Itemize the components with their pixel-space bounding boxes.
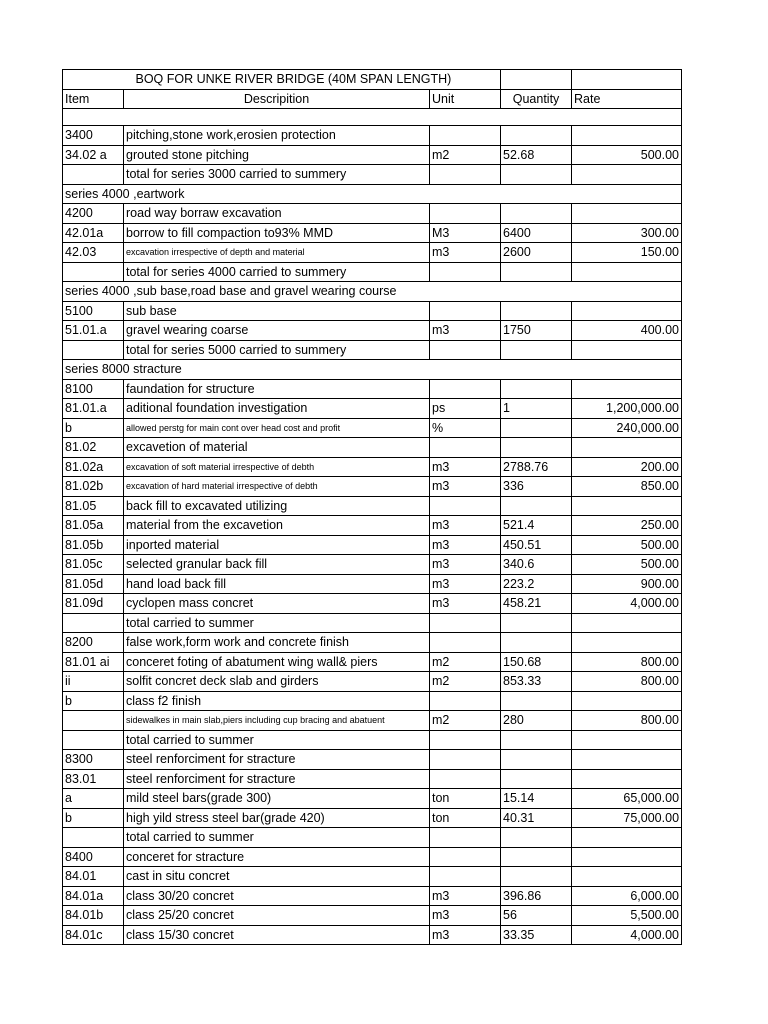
quantity-cell[interactable]: 336 <box>501 477 572 497</box>
unit-cell[interactable]: m2 <box>430 145 501 165</box>
item-cell[interactable]: b <box>63 808 124 828</box>
item-cell[interactable]: 84.01b <box>63 906 124 926</box>
table-row <box>63 243 682 263</box>
rate-cell[interactable]: 500.00 <box>572 555 682 575</box>
table-row <box>63 925 682 945</box>
quantity-cell[interactable]: 56 <box>501 906 572 926</box>
quantity-cell[interactable]: 52.68 <box>501 145 572 165</box>
total-row <box>63 828 682 848</box>
rate-cell[interactable] <box>572 496 682 516</box>
item-cell[interactable]: 42.03 <box>63 243 124 263</box>
quantity-cell[interactable]: 280 <box>501 711 572 731</box>
table-row <box>63 301 682 321</box>
title-row <box>63 70 682 90</box>
quantity-cell[interactable] <box>501 496 572 516</box>
unit-cell[interactable] <box>430 496 501 516</box>
unit-cell[interactable]: m3 <box>430 906 501 926</box>
quantity-cell[interactable] <box>501 769 572 789</box>
item-cell[interactable] <box>63 262 124 282</box>
table-row <box>63 126 682 146</box>
unit-cell[interactable] <box>430 438 501 458</box>
description-cell[interactable]: excavation of soft material irrespective of debth <box>124 457 430 477</box>
table-row <box>63 574 682 594</box>
item-cell[interactable]: 8200 <box>63 633 124 653</box>
rate-cell[interactable] <box>572 613 682 633</box>
unit-cell[interactable] <box>430 633 501 653</box>
quantity-cell[interactable] <box>501 262 572 282</box>
description-cell[interactable]: hand load back fill <box>124 574 430 594</box>
item-cell[interactable] <box>63 711 124 731</box>
rate-cell[interactable] <box>572 691 682 711</box>
table-row <box>63 672 682 692</box>
table-row <box>63 379 682 399</box>
quantity-cell[interactable]: 15.14 <box>501 789 572 809</box>
unit-cell[interactable]: m3 <box>430 886 501 906</box>
quantity-cell[interactable] <box>501 301 572 321</box>
quantity-cell[interactable] <box>501 165 572 185</box>
item-cell[interactable]: 51.01.a <box>63 321 124 341</box>
description-cell[interactable]: back fill to excavated utilizing <box>124 496 430 516</box>
item-cell[interactable]: 83.01 <box>63 769 124 789</box>
item-cell[interactable]: 4200 <box>63 204 124 224</box>
title-quantity-cell[interactable] <box>501 70 572 90</box>
item-cell[interactable]: 5100 <box>63 301 124 321</box>
table-row <box>63 438 682 458</box>
rate-cell[interactable]: 500.00 <box>572 535 682 555</box>
rate-cell[interactable] <box>572 262 682 282</box>
unit-cell[interactable]: ton <box>430 808 501 828</box>
item-cell[interactable]: 81.01.a <box>63 399 124 419</box>
table-row <box>63 496 682 516</box>
quantity-cell[interactable] <box>501 847 572 867</box>
item-cell[interactable] <box>63 613 124 633</box>
table-row <box>63 223 682 243</box>
unit-cell[interactable] <box>430 769 501 789</box>
rate-cell[interactable]: 1,200,000.00 <box>572 399 682 419</box>
unit-cell[interactable] <box>430 340 501 360</box>
unit-cell[interactable] <box>430 165 501 185</box>
rate-cell[interactable]: 250.00 <box>572 516 682 536</box>
table-row <box>63 633 682 653</box>
table-row <box>63 516 682 536</box>
unit-cell[interactable]: ton <box>430 789 501 809</box>
table-row <box>63 457 682 477</box>
description-cell[interactable]: excavation of hard material irrespective of debth <box>124 477 430 497</box>
description-cell[interactable]: solfit concret deck slab and girders <box>124 672 430 692</box>
unit-cell[interactable]: M3 <box>430 223 501 243</box>
description-cell[interactable]: class 15/30 concret <box>124 925 430 945</box>
table-row <box>63 652 682 672</box>
item-cell[interactable]: 84.01 <box>63 867 124 887</box>
rate-cell[interactable] <box>572 204 682 224</box>
quantity-cell[interactable] <box>501 438 572 458</box>
item-cell[interactable]: 84.01c <box>63 925 124 945</box>
table-row <box>63 711 682 731</box>
rate-cell[interactable] <box>572 867 682 887</box>
unit-cell[interactable] <box>430 847 501 867</box>
unit-cell[interactable]: m3 <box>430 555 501 575</box>
table-row <box>63 906 682 926</box>
unit-cell[interactable]: m3 <box>430 477 501 497</box>
quantity-cell[interactable]: 450.51 <box>501 535 572 555</box>
table-row <box>63 418 682 438</box>
description-cell[interactable]: class 25/20 concret <box>124 906 430 926</box>
quantity-cell[interactable] <box>501 867 572 887</box>
item-cell[interactable]: 81.02 <box>63 438 124 458</box>
table-row <box>63 204 682 224</box>
description-cell[interactable]: conceret foting of abatument wing wall& piers <box>124 652 430 672</box>
unit-cell[interactable] <box>430 126 501 146</box>
table-row <box>63 867 682 887</box>
unit-cell[interactable]: ps <box>430 399 501 419</box>
table-row <box>63 847 682 867</box>
unit-cell[interactable] <box>430 730 501 750</box>
unit-cell[interactable]: m3 <box>430 321 501 341</box>
blank-row <box>63 109 682 126</box>
total-description[interactable]: total for series 4000 carried to summery <box>124 262 430 282</box>
item-cell[interactable]: 3400 <box>63 126 124 146</box>
rate-cell[interactable]: 4,000.00 <box>572 925 682 945</box>
table-row <box>63 321 682 341</box>
description-cell[interactable]: cast in situ concret <box>124 867 430 887</box>
item-cell[interactable] <box>63 730 124 750</box>
description-cell[interactable]: material from the excavetion <box>124 516 430 536</box>
item-cell[interactable] <box>63 828 124 848</box>
description-cell[interactable]: road way borraw excavation <box>124 204 430 224</box>
title-item-cell[interactable] <box>63 70 124 90</box>
quantity-cell[interactable] <box>501 379 572 399</box>
quantity-cell[interactable]: 1 <box>501 399 572 419</box>
quantity-cell[interactable] <box>501 750 572 770</box>
item-cell[interactable]: ii <box>63 672 124 692</box>
total-description[interactable]: total for series 5000 carried to summery <box>124 340 430 360</box>
rate-cell[interactable] <box>572 769 682 789</box>
description-cell[interactable]: conceret for stracture <box>124 847 430 867</box>
item-cell[interactable]: a <box>63 789 124 809</box>
unit-cell[interactable]: m2 <box>430 711 501 731</box>
sheet-title[interactable]: BOQ FOR UNKE RIVER BRIDGE (40M SPAN LENGTH) <box>124 70 501 90</box>
unit-cell[interactable]: m3 <box>430 457 501 477</box>
item-cell[interactable]: 81.09d <box>63 594 124 614</box>
header-quantity[interactable]: Quantity <box>501 89 572 109</box>
table-row <box>63 477 682 497</box>
blank-cell[interactable] <box>63 109 682 126</box>
total-row <box>63 340 682 360</box>
description-cell[interactable]: sidewalkes in main slab,piers including cup bracing and abatuent <box>124 711 430 731</box>
description-cell[interactable]: excavation irrespective of depth and material <box>124 243 430 263</box>
quantity-cell[interactable]: 1750 <box>501 321 572 341</box>
quantity-cell[interactable] <box>501 613 572 633</box>
series-header-row <box>63 282 682 302</box>
header-description[interactable]: Descripition <box>124 89 430 109</box>
quantity-cell[interactable]: 521.4 <box>501 516 572 536</box>
description-cell[interactable]: high yild stress steel bar(grade 420) <box>124 808 430 828</box>
quantity-cell[interactable] <box>501 418 572 438</box>
item-cell[interactable]: 81.05 <box>63 496 124 516</box>
total-description[interactable]: total carried to summer <box>124 828 430 848</box>
item-cell[interactable]: b <box>63 691 124 711</box>
item-cell[interactable]: 81.02b <box>63 477 124 497</box>
quantity-cell[interactable] <box>501 691 572 711</box>
rate-cell[interactable]: 900.00 <box>572 574 682 594</box>
unit-cell[interactable] <box>430 301 501 321</box>
item-cell[interactable]: 81.01 ai <box>63 652 124 672</box>
total-description[interactable]: total for series 3000 carried to summery <box>124 165 430 185</box>
description-cell[interactable]: steel renforciment for stracture <box>124 769 430 789</box>
quantity-cell[interactable]: 396.86 <box>501 886 572 906</box>
rate-cell[interactable] <box>572 750 682 770</box>
total-description[interactable]: total carried to summer <box>124 730 430 750</box>
rate-cell[interactable]: 200.00 <box>572 457 682 477</box>
description-cell[interactable]: borrow to fill compaction to93% MMD <box>124 223 430 243</box>
quantity-cell[interactable]: 33.35 <box>501 925 572 945</box>
item-cell[interactable]: 42.01a <box>63 223 124 243</box>
table-row <box>63 399 682 419</box>
description-cell[interactable]: faundation for structure <box>124 379 430 399</box>
description-cell[interactable]: grouted stone pitching <box>124 145 430 165</box>
rate-cell[interactable]: 300.00 <box>572 223 682 243</box>
table-row <box>63 535 682 555</box>
unit-cell[interactable] <box>430 867 501 887</box>
title-rate-cell[interactable] <box>572 70 682 90</box>
rate-cell[interactable] <box>572 730 682 750</box>
item-cell[interactable] <box>63 165 124 185</box>
quantity-cell[interactable]: 150.68 <box>501 652 572 672</box>
quantity-cell[interactable]: 340.6 <box>501 555 572 575</box>
description-cell[interactable]: mild steel bars(grade 300) <box>124 789 430 809</box>
description-cell[interactable]: aditional foundation investigation <box>124 399 430 419</box>
item-cell[interactable]: 84.01a <box>63 886 124 906</box>
description-cell[interactable]: pitching,stone work,erosien protection <box>124 126 430 146</box>
description-cell[interactable]: class f2 finish <box>124 691 430 711</box>
rate-cell[interactable]: 5,500.00 <box>572 906 682 926</box>
rate-cell[interactable]: 800.00 <box>572 672 682 692</box>
rate-cell[interactable] <box>572 438 682 458</box>
table-row <box>63 769 682 789</box>
series-header-row <box>63 360 682 380</box>
table-row <box>63 594 682 614</box>
quantity-cell[interactable]: 6400 <box>501 223 572 243</box>
table-row <box>63 691 682 711</box>
item-cell[interactable]: 8400 <box>63 847 124 867</box>
quantity-cell[interactable]: 2788.76 <box>501 457 572 477</box>
rate-cell[interactable] <box>572 379 682 399</box>
series-title[interactable]: series 4000 ,eartwork <box>63 184 682 204</box>
quantity-cell[interactable] <box>501 828 572 848</box>
quantity-cell[interactable]: 458.21 <box>501 594 572 614</box>
unit-cell[interactable]: m3 <box>430 594 501 614</box>
rate-cell[interactable]: 4,000.00 <box>572 594 682 614</box>
item-cell[interactable]: 81.05b <box>63 535 124 555</box>
rate-cell[interactable]: 240,000.00 <box>572 418 682 438</box>
rate-cell[interactable]: 75,000.00 <box>572 808 682 828</box>
quantity-cell[interactable] <box>501 730 572 750</box>
rate-cell[interactable] <box>572 633 682 653</box>
item-cell[interactable]: 81.05d <box>63 574 124 594</box>
quantity-cell[interactable] <box>501 340 572 360</box>
series-header-row <box>63 184 682 204</box>
description-cell[interactable]: class 30/20 concret <box>124 886 430 906</box>
boq-table <box>62 69 682 945</box>
item-cell[interactable]: 81.02a <box>63 457 124 477</box>
unit-cell[interactable]: m3 <box>430 535 501 555</box>
unit-cell[interactable]: m3 <box>430 243 501 263</box>
unit-cell[interactable] <box>430 613 501 633</box>
unit-cell[interactable]: m3 <box>430 925 501 945</box>
unit-cell[interactable] <box>430 262 501 282</box>
unit-cell[interactable] <box>430 750 501 770</box>
rate-cell[interactable]: 6,000.00 <box>572 886 682 906</box>
unit-cell[interactable]: m2 <box>430 652 501 672</box>
item-cell[interactable]: 81.05c <box>63 555 124 575</box>
unit-cell[interactable]: % <box>430 418 501 438</box>
table-row <box>63 145 682 165</box>
header-unit[interactable]: Unit <box>430 89 501 109</box>
item-cell[interactable]: 81.05a <box>63 516 124 536</box>
rate-cell[interactable]: 800.00 <box>572 711 682 731</box>
total-description[interactable]: total carried to summer <box>124 613 430 633</box>
table-row <box>63 886 682 906</box>
quantity-cell[interactable] <box>501 633 572 653</box>
unit-cell[interactable] <box>430 828 501 848</box>
description-cell[interactable]: selected granular back fill <box>124 555 430 575</box>
quantity-cell[interactable]: 223.2 <box>501 574 572 594</box>
rate-cell[interactable] <box>572 847 682 867</box>
description-cell[interactable]: false work,form work and concrete finish <box>124 633 430 653</box>
total-row <box>63 262 682 282</box>
total-row <box>63 165 682 185</box>
header-row <box>63 89 682 109</box>
rate-cell[interactable] <box>572 165 682 185</box>
total-row <box>63 730 682 750</box>
header-item[interactable]: Item <box>63 89 124 109</box>
description-cell[interactable]: steel renforciment for stracture <box>124 750 430 770</box>
quantity-cell[interactable] <box>501 204 572 224</box>
total-row <box>63 613 682 633</box>
description-cell[interactable]: allowed perstg for main cont over head cost and profit <box>124 418 430 438</box>
rate-cell[interactable]: 500.00 <box>572 145 682 165</box>
series-title[interactable]: series 4000 ,sub base,road base and gravel wearing course <box>63 282 682 302</box>
description-cell[interactable]: inported material <box>124 535 430 555</box>
rate-cell[interactable] <box>572 301 682 321</box>
quantity-cell[interactable]: 853.33 <box>501 672 572 692</box>
table-row <box>63 555 682 575</box>
unit-cell[interactable]: m3 <box>430 574 501 594</box>
item-cell[interactable]: 8100 <box>63 379 124 399</box>
item-cell[interactable]: 34.02 a <box>63 145 124 165</box>
item-cell[interactable]: 8300 <box>63 750 124 770</box>
description-cell[interactable]: gravel wearing coarse <box>124 321 430 341</box>
quantity-cell[interactable]: 40.31 <box>501 808 572 828</box>
unit-cell[interactable]: m3 <box>430 516 501 536</box>
rate-cell[interactable]: 850.00 <box>572 477 682 497</box>
rate-cell[interactable]: 150.00 <box>572 243 682 263</box>
table-row <box>63 789 682 809</box>
rate-cell[interactable]: 65,000.00 <box>572 789 682 809</box>
quantity-cell[interactable] <box>501 126 572 146</box>
item-cell[interactable]: b <box>63 418 124 438</box>
quantity-cell[interactable]: 2600 <box>501 243 572 263</box>
rate-cell[interactable]: 800.00 <box>572 652 682 672</box>
unit-cell[interactable]: m2 <box>430 672 501 692</box>
table-row <box>63 750 682 770</box>
rate-cell[interactable] <box>572 828 682 848</box>
item-cell[interactable] <box>63 340 124 360</box>
rate-cell[interactable] <box>572 126 682 146</box>
header-rate[interactable]: Rate <box>572 89 682 109</box>
unit-cell[interactable] <box>430 204 501 224</box>
description-cell[interactable]: sub base <box>124 301 430 321</box>
table-row <box>63 808 682 828</box>
rate-cell[interactable]: 400.00 <box>572 321 682 341</box>
description-cell[interactable]: cyclopen mass concret <box>124 594 430 614</box>
unit-cell[interactable] <box>430 691 501 711</box>
unit-cell[interactable] <box>430 379 501 399</box>
series-title[interactable]: series 8000 stracture <box>63 360 682 380</box>
rate-cell[interactable] <box>572 340 682 360</box>
description-cell[interactable]: excavetion of material <box>124 438 430 458</box>
